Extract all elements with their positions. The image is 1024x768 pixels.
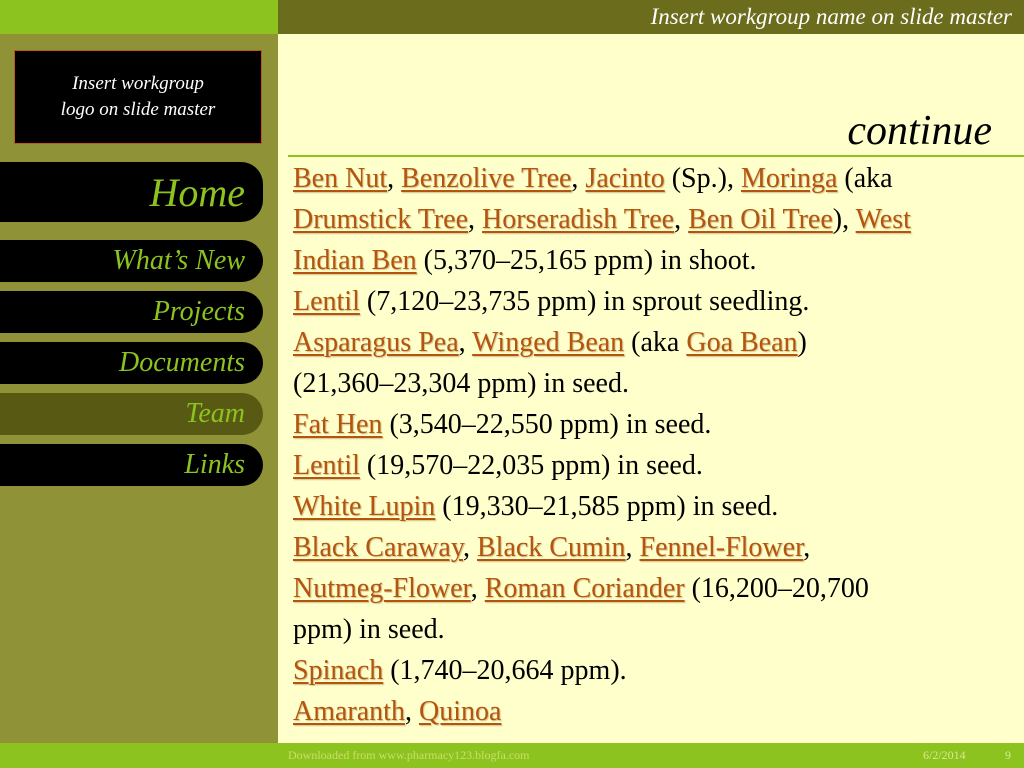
- body-text: ,: [463, 532, 477, 563]
- body-text: (aka: [837, 163, 893, 194]
- nav-projects[interactable]: Projects: [0, 291, 263, 333]
- body-text: ,: [803, 532, 811, 563]
- slide-number: 9: [1005, 748, 1011, 762]
- body-text: ,: [387, 163, 402, 194]
- title-divider: [288, 155, 1024, 157]
- body-text: (3,540–22,550 ppm) in seed.: [382, 409, 712, 440]
- body-text: ,: [404, 696, 419, 727]
- body-text: (Sp.),: [664, 163, 741, 194]
- plant-link[interactable]: Spinach: [293, 655, 384, 686]
- body-text: ,: [674, 204, 689, 235]
- footer-bar-left: [0, 743, 278, 768]
- nav-whats-new[interactable]: What’s New: [0, 240, 263, 282]
- plant-link[interactable]: Black Caraway: [293, 532, 463, 563]
- body-line: [293, 527, 1024, 568]
- body-text: (7,120–23,735 ppm) in sprout seedling.: [359, 286, 810, 317]
- body-text: (19,330–21,585 ppm) in seed.: [435, 491, 779, 522]
- header-bar: [278, 0, 1024, 34]
- body-line: [293, 568, 1024, 609]
- plant-link[interactable]: Roman Coriander: [484, 573, 685, 604]
- nav-documents[interactable]: Documents: [0, 342, 263, 384]
- plant-link[interactable]: West: [855, 204, 911, 235]
- plant-link[interactable]: Indian Ben: [293, 245, 417, 276]
- body-text: ,: [571, 163, 586, 194]
- plant-link[interactable]: Ben Nut: [293, 163, 388, 194]
- body-text: ,: [625, 532, 640, 563]
- plant-link[interactable]: Lentil: [293, 450, 360, 481]
- body-line: [293, 445, 1024, 486]
- plant-link[interactable]: Lentil: [293, 286, 360, 317]
- plant-link[interactable]: Quinoa: [418, 696, 502, 727]
- body-line: [293, 240, 1024, 281]
- body-text: (19,570–22,035 ppm) in seed.: [359, 450, 703, 481]
- plant-link[interactable]: Fat Hen: [293, 409, 383, 440]
- slide-body: [293, 158, 1024, 732]
- logo-text-line-2: logo on slide master: [60, 99, 216, 120]
- body-line: [293, 322, 1024, 363]
- plant-link[interactable]: Black Cumin: [477, 532, 626, 563]
- body-text: ,: [458, 327, 473, 358]
- header-bar-left: [0, 0, 278, 34]
- plant-link[interactable]: Benzolive Tree: [401, 163, 572, 194]
- slide-title: continue: [847, 108, 992, 154]
- plant-link[interactable]: Ben Oil Tree: [688, 204, 833, 235]
- body-line: [293, 158, 1024, 199]
- plant-link[interactable]: Horseradish Tree: [482, 204, 675, 235]
- nav-team[interactable]: Team: [0, 393, 263, 435]
- body-line: [293, 691, 1024, 732]
- body-text: (16,200–20,700: [684, 573, 869, 604]
- plant-link[interactable]: Jacinto: [585, 163, 665, 194]
- footer-source-text: Downloaded from www.pharmacy123.blogfa.com: [288, 748, 530, 762]
- plant-link[interactable]: Drumstick Tree: [293, 204, 468, 235]
- body-line: [293, 281, 1024, 322]
- body-text: (21,360–23,304 ppm) in seed.: [293, 368, 629, 399]
- plant-link[interactable]: Goa Bean: [686, 327, 798, 358]
- body-text: ppm) in seed.: [293, 614, 445, 645]
- body-text: ,: [470, 573, 485, 604]
- body-text: ,: [468, 204, 482, 235]
- plant-link[interactable]: Moringa: [740, 163, 838, 194]
- nav-home[interactable]: Home: [0, 162, 263, 222]
- plant-link[interactable]: White Lupin: [293, 491, 436, 522]
- body-text: ): [797, 327, 807, 358]
- plant-link[interactable]: Asparagus Pea: [293, 327, 459, 358]
- body-line: [293, 650, 1024, 691]
- workgroup-logo-placeholder: [14, 50, 262, 144]
- body-line: [293, 199, 1024, 240]
- plant-link[interactable]: Nutmeg-Flower: [293, 573, 471, 604]
- plant-link[interactable]: Winged Bean: [472, 327, 625, 358]
- body-text: (aka: [624, 327, 687, 358]
- footer-date: 6/2/2014: [923, 748, 966, 762]
- body-text: ),: [832, 204, 856, 235]
- body-text: (5,370–25,165 ppm) in shoot.: [416, 245, 757, 276]
- body-line: [293, 609, 1024, 650]
- body-line: [293, 363, 1024, 404]
- body-line: [293, 486, 1024, 527]
- plant-link[interactable]: Amaranth: [293, 696, 405, 727]
- slide-content: [278, 34, 1024, 743]
- workgroup-name: Insert workgroup name on slide master: [650, 4, 1012, 29]
- logo-text-line-1: Insert workgroup: [72, 73, 204, 94]
- body-line: [293, 404, 1024, 445]
- plant-link[interactable]: Fennel-Flower: [639, 532, 804, 563]
- nav-links[interactable]: Links: [0, 444, 263, 486]
- body-text: (1,740–20,664 ppm).: [383, 655, 627, 686]
